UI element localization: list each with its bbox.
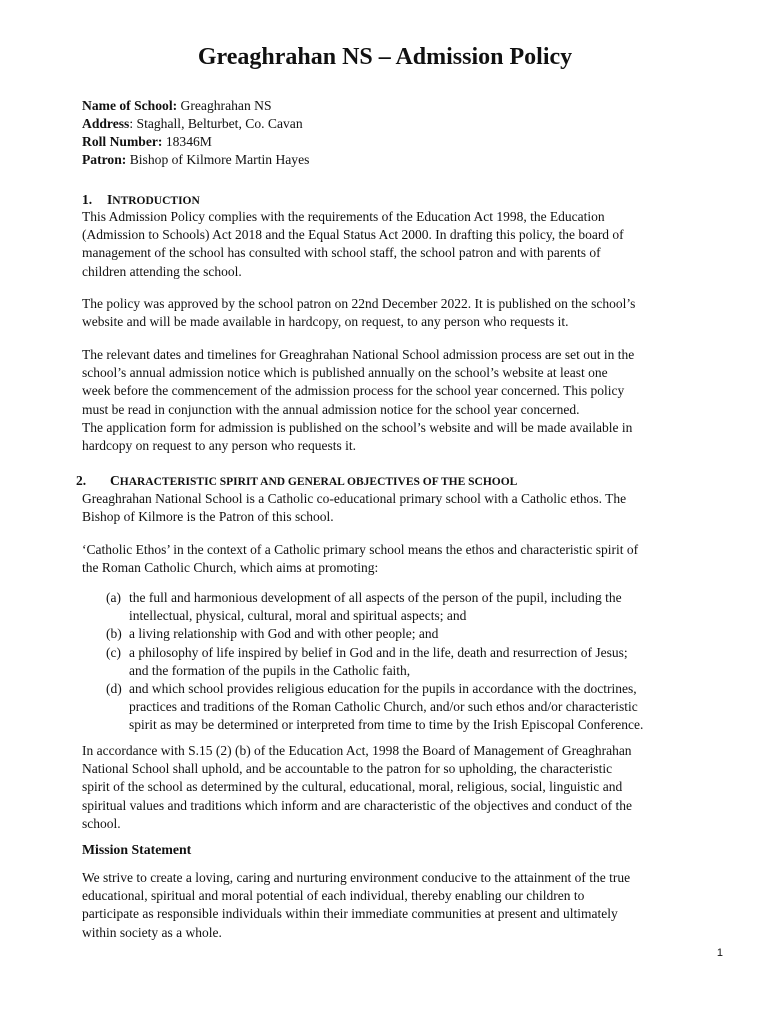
text-line: The policy was approved by the school patron on 22nd December 2022. It is published on the school’s <box>82 296 636 311</box>
intro-paragraph-1 <box>82 208 722 281</box>
school-name-value: Greaghrahan NS <box>177 98 272 113</box>
list-item <box>106 680 643 735</box>
section-2-heading-text: HARACTERISTIC SPIRIT AND GENERAL OBJECTIVES OF THE SCHOOL <box>119 476 518 488</box>
list-item-label: (a) <box>106 590 121 605</box>
text-line: This Admission Policy complies with the requirements of the Education Act 1998, the Education <box>82 209 605 224</box>
text-line: website and will be made available in hardcopy, on request, to any person who requests it. <box>82 314 569 330</box>
board-accordance-paragraph <box>82 742 722 833</box>
address-label: Address <box>82 116 130 131</box>
school-details <box>82 97 309 169</box>
address-row <box>82 115 309 133</box>
text-line: ‘Catholic Ethos’ in the context of a Catholic primary school means the ethos and characteristic spirit of <box>82 542 639 557</box>
roll-number-value: 18346M <box>162 134 212 149</box>
list-item <box>106 625 643 643</box>
address-value: : Staghall, Belturbet, Co. Cavan <box>129 116 303 131</box>
text-line: In accordance with S.15 (2) (b) of the Education Act, 1998 the Board of Management of Greaghrahan <box>82 743 632 758</box>
intro-paragraph-2 <box>82 295 722 331</box>
text-line: (Admission to Schools) Act 2018 and the Equal Status Act 2000. In drafting this policy, the board of <box>82 227 624 243</box>
text-line: spirit of the school as determined by the cultural, educational, moral, religious, social, linguistic and <box>82 779 623 795</box>
text-line: a philosophy of life inspired by belief in God and in the life, death and resurrection of Jesus; <box>129 644 628 660</box>
list-item <box>106 644 643 680</box>
text-line: National School shall uphold, and be accountable to the patron for so upholding, the characteristic <box>82 761 613 777</box>
section-2-heading <box>76 473 517 489</box>
text-line: week before the commencement of the admission process for the school year concerned. This policy <box>82 383 625 399</box>
section-1-heading-text: NTRODUCTION <box>112 195 200 207</box>
patron-label: Patron: <box>82 152 127 167</box>
text-line: We strive to create a loving, caring and nurturing environment conducive to the attainment of the true <box>82 870 631 885</box>
list-item-label: (c) <box>106 644 121 660</box>
text-line: Bishop of Kilmore is the Patron of this school. <box>82 509 334 525</box>
text-line: and the formation of the pupils in the Catholic faith, <box>129 662 411 678</box>
school-name-row <box>82 97 309 115</box>
mission-statement-heading: Mission Statement <box>82 842 192 857</box>
text-line: spirit as may be determined or interpreted from time to time by the Irish Episcopal Conference. <box>129 717 644 733</box>
list-item <box>106 589 643 625</box>
section-2-number: 2. <box>76 473 87 488</box>
intro-paragraph-3 <box>82 346 722 455</box>
text-line: educational, spiritual and moral potential of each individual, thereby enabling our children to <box>82 888 585 904</box>
section-1-heading-initial: I <box>107 192 113 207</box>
text-line: intellectual, physical, cultural, moral and spiritual aspects; and <box>129 608 467 624</box>
ethos-intro-paragraph <box>82 490 722 526</box>
text-line: The relevant dates and timelines for Greaghrahan National School admission process are set out in the <box>82 347 635 362</box>
text-line: management of the school has consulted with school staff, the school patron and with parents of <box>82 245 601 261</box>
text-line: school’s annual admission notice which is published annually on the school’s website at least one <box>82 365 608 381</box>
page-number: 1 <box>716 947 723 959</box>
text-line: school. <box>82 815 121 831</box>
roll-number-row <box>82 133 309 151</box>
section-2-heading-initial: C <box>110 473 120 488</box>
text-line: the full and harmonious development of all aspects of the person of the pupil, including the <box>129 590 622 605</box>
section-1-heading <box>82 192 200 208</box>
section-1-number: 1. <box>82 192 93 207</box>
text-line: within society as a whole. <box>82 924 222 940</box>
text-line: practices and traditions of the Roman Catholic Church, and/or such ethos and/or characteristic <box>129 699 638 715</box>
text-line: Greaghrahan National School is a Catholic co-educational primary school with a Catholic ethos. The <box>82 491 627 506</box>
text-line: and which school provides religious education for the pupils in accordance with the doctrines, <box>129 681 637 697</box>
text-line: participate as responsible individuals within their immediate communities at present and ultimately <box>82 906 618 922</box>
ethos-aims-list <box>106 589 643 735</box>
catholic-ethos-paragraph <box>82 541 722 577</box>
text-line: spiritual values and traditions which inform and are characteristic of the objectives and conduct of the <box>82 797 632 813</box>
patron-row <box>82 151 309 169</box>
text-line: The application form for admission is published on the school’s website and will be made available in <box>82 419 633 435</box>
roll-number-label: Roll Number: <box>82 134 163 149</box>
patron-value: Bishop of Kilmore Martin Hayes <box>126 152 310 167</box>
text-line: the Roman Catholic Church, which aims at promoting: <box>82 560 379 576</box>
text-line: hardcopy on request to any person who requests it. <box>82 438 357 454</box>
text-line: a living relationship with God and with other people; and <box>129 626 439 642</box>
list-item-label: (b) <box>106 626 122 642</box>
mission-statement-paragraph <box>82 869 722 942</box>
list-item-label: (d) <box>106 681 122 697</box>
text-line: children attending the school. <box>82 263 242 279</box>
school-name-label: Name of School: <box>82 98 178 113</box>
page-title: Greaghrahan NS – Admission Policy <box>197 44 573 70</box>
text-line: must be read in conjunction with the annual admission notice for the school year concerned. <box>82 401 580 417</box>
